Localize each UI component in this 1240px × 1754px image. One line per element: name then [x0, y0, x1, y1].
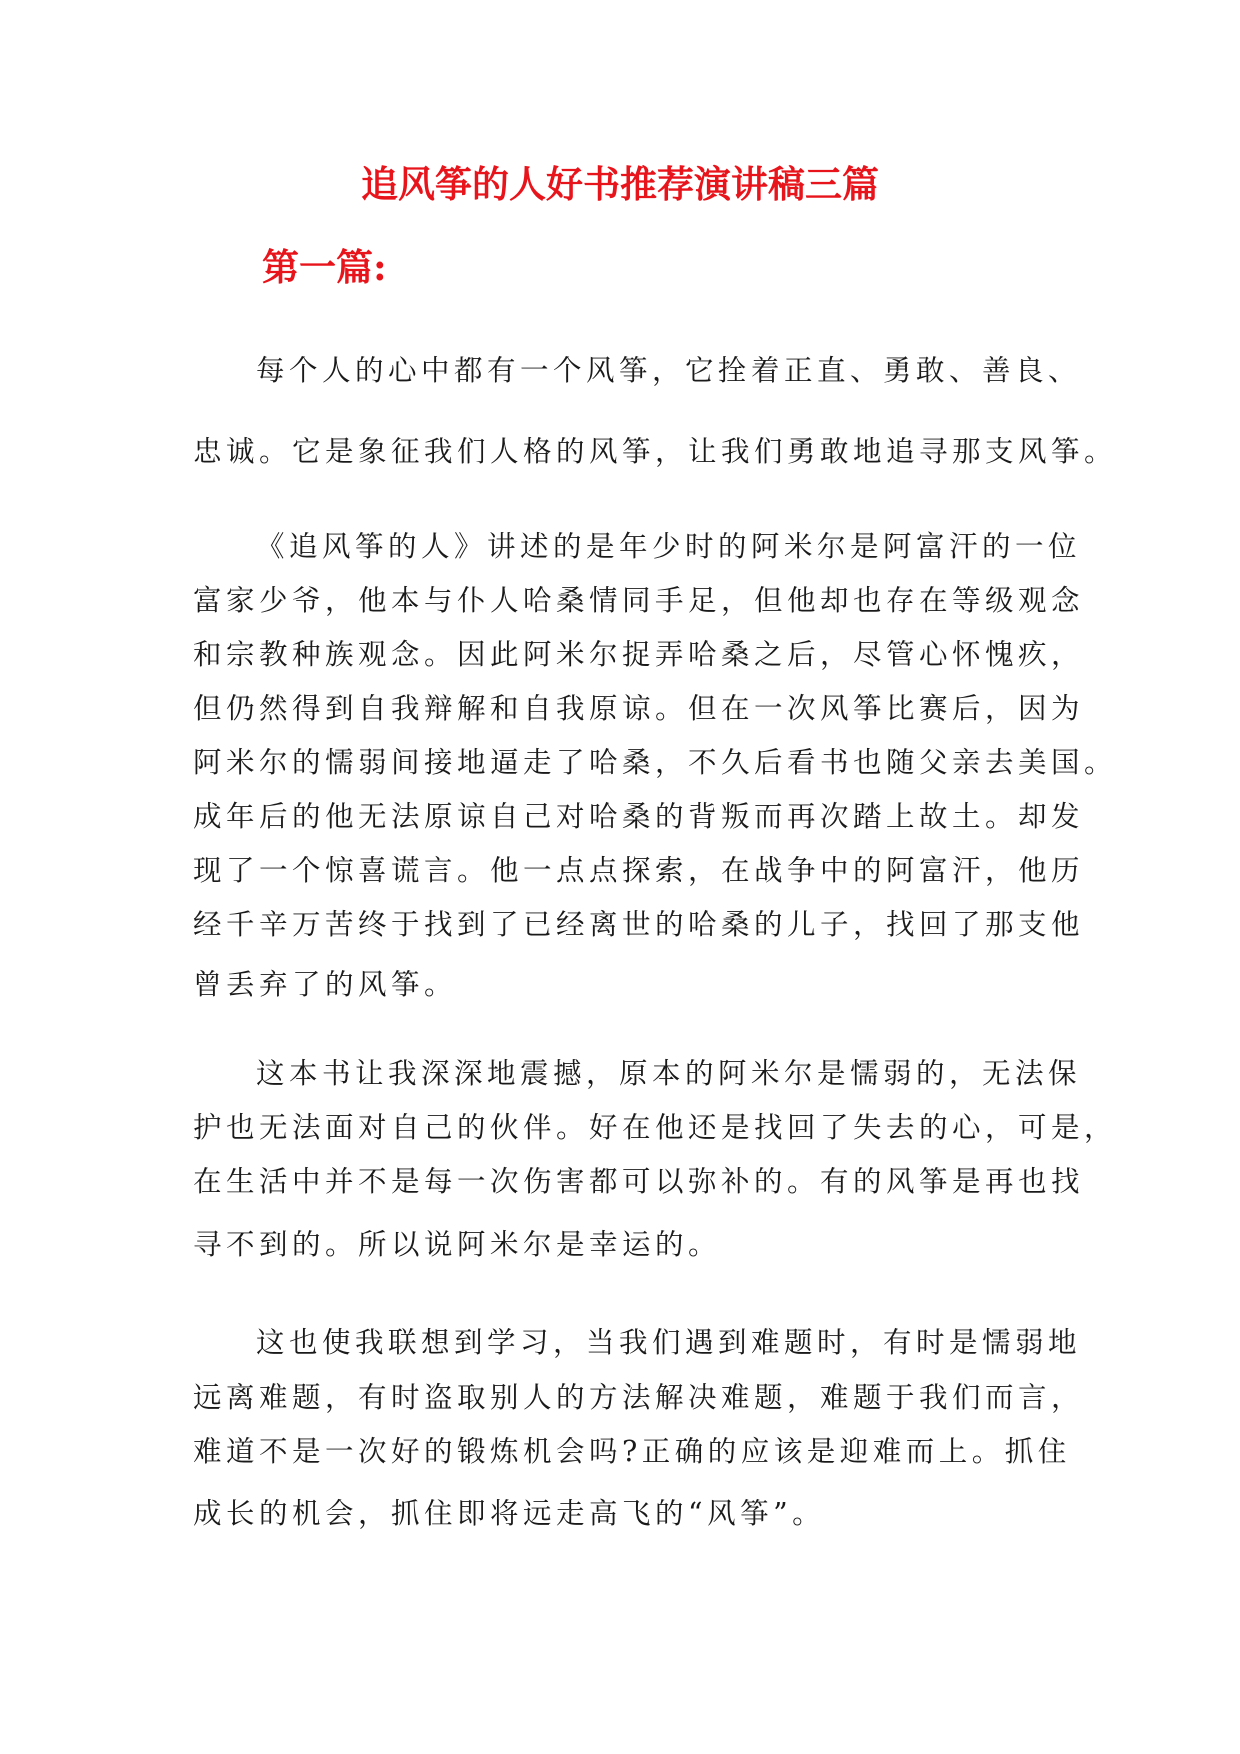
paragraph-line: 远离难题，有时盗取别人的方法解决难题，难题于我们而言，: [193, 1381, 1085, 1414]
paragraph-line: 和宗教种族观念。因此阿米尔捉弄哈桑之后，尽管心怀愧疚，: [193, 638, 1085, 671]
paragraph-line: 成长的机会，抓住即将远走高飞的“风筝”。: [193, 1497, 826, 1530]
paragraph-line: 这也使我联想到学习，当我们遇到难题时，有时是懦弱地: [256, 1326, 1082, 1359]
paragraph-line: 忠诚。它是象征我们人格的风筝，让我们勇敢地追寻那支风筝。: [193, 435, 1118, 468]
paragraph-line: 现了一个惊喜谎言。他一点点探索，在战争中的阿富汗，他历: [193, 854, 1085, 887]
document-title: 追风筝的人好书推荐演讲稿三篇: [361, 162, 879, 206]
section-heading: 第一篇:: [262, 245, 387, 289]
paragraph-line: 难道不是一次好的锻炼机会吗?正确的应该是迎难而上。抓住: [193, 1435, 1071, 1468]
paragraph-line: 《追风筝的人》讲述的是年少时的阿米尔是阿富汗的一位: [256, 530, 1082, 563]
paragraph-line: 护也无法面对自己的伙伴。好在他还是找回了失去的心，可是，: [193, 1111, 1118, 1144]
paragraph-line: 富家少爷，他本与仆人哈桑情同手足，但他却也存在等级观念: [193, 584, 1085, 617]
paragraph-line: 但仍然得到自我辩解和自我原谅。但在一次风筝比赛后，因为: [193, 692, 1085, 725]
paragraph-line: 经千辛万苦终于找到了已经离世的哈桑的儿子，找回了那支他: [193, 908, 1085, 941]
paragraph-line: 寻不到的。所以说阿米尔是幸运的。: [193, 1228, 722, 1261]
paragraph-line: 这本书让我深深地震撼，原本的阿米尔是懦弱的，无法保: [256, 1057, 1082, 1090]
paragraph-line: 成年后的他无法原谅自己对哈桑的背叛而再次踏上故土。却发: [193, 800, 1085, 833]
paragraph-line: 每个人的心中都有一个风筝，它拴着正直、勇敢、善良、: [256, 354, 1082, 387]
paragraph-line: 阿米尔的懦弱间接地逼走了哈桑，不久后看书也随父亲去美国。: [193, 746, 1118, 779]
paragraph-line: 曾丢弃了的风筝。: [193, 968, 458, 1001]
paragraph-line: 在生活中并不是每一次伤害都可以弥补的。有的风筝是再也找: [193, 1165, 1085, 1198]
